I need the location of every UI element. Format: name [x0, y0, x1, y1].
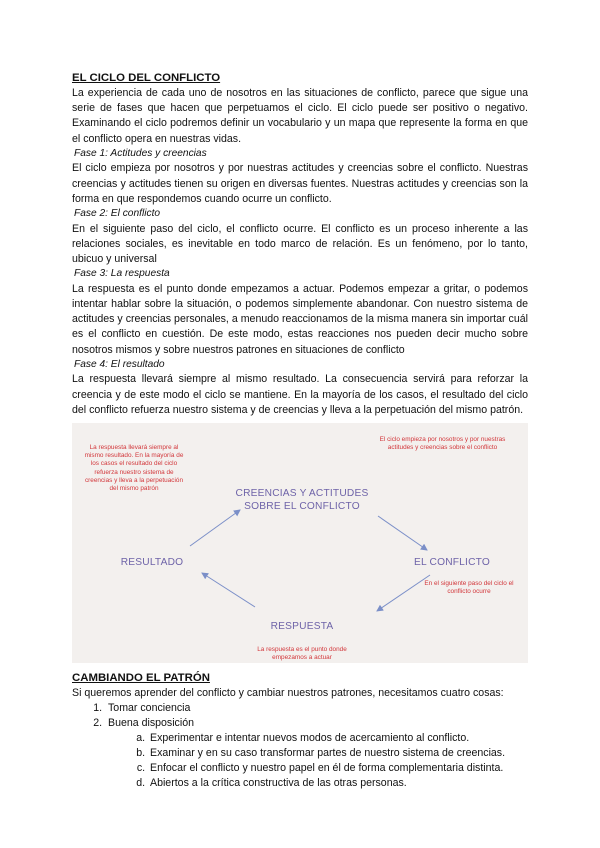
node-el-conflicto: EL CONFLICTO	[414, 557, 490, 569]
section2-intro: Si queremos aprender del conflicto y cambiar nuestros patrones, necesitamos cuatro cosas:	[72, 687, 504, 700]
note-top-left: La respuesta llevará siempre al mismo resultado. En la mayoría de los casos el resultado del ciclo refuerza nuestro sistema de creencias y lleva a la perpetuación del mismo patrón	[84, 444, 184, 493]
phase-2-text: En el siguiente paso del ciclo, el conflicto ocurre. El conflicto es un proceso inherente a las relaciones sociales, es inevitable en todo marco de relación. Es un fenómeno, por lo tanto, ubicuo y universal	[72, 222, 528, 266]
section-heading-ciclo: EL CICLO DEL CONFLICTO	[72, 72, 221, 84]
phase-4-text: La respuesta llevará siempre al mismo resultado. La consecuencia servirá para reforzar la creencia y de este modo el ciclo se mantiene. En la mayoría de los casos, el resultado del ciclo del conflicto refuerza nuestro sistema y de creencias y lleva a la perpetuación del mismo patrón.	[72, 373, 528, 416]
node-resultado: RESULTADO	[120, 557, 184, 569]
document-page	[72, 71, 528, 791]
sublist-item: d. Abiertos a la crítica constructiva de las otras personas.	[148, 776, 528, 791]
list-item-label: Buena disposición	[108, 717, 194, 730]
arrow-bottom-to-left	[202, 573, 255, 607]
arrow-right-to-bottom	[377, 575, 430, 611]
sublist-item: b. Examinar y en su caso transformar partes de nuestro sistema de creencias.	[148, 746, 528, 761]
list-item	[105, 716, 528, 791]
note-bottom: La respuesta es el punto donde empezamos a actuar	[257, 646, 347, 662]
phase-1-text: El ciclo empieza por nosotros y por nuestras actitudes y creencias sobre el conflicto. Nuestras creencias y actitudes tienen su origen en diversas fuentes. Nuestras actitudes y creencias son la forma en que respondemos cuando ocurre un conflicto.	[72, 162, 528, 205]
disposition-sublist	[108, 731, 528, 791]
phase-3-text: La respuesta es el punto donde empezamos a actuar. Podemos empezar a gritar, o podemos intentar hablar sobre la situación, o podemos simplemente abandonar. Con nuestro sistema de actitudes y creencias personales, a menudo reaccionamos de la misma manera sin importar cuál es el conflicto en cuestión. De este modo, estas reacciones nos pueden decir mucho sobre nosotros mismos y sobre nuestros patrones en situaciones de conflicto	[72, 282, 528, 356]
node-respuesta: RESPUESTA	[270, 621, 334, 633]
phase-3-title: Fase 3: La respuesta	[74, 268, 170, 280]
sublist-item: c. Enfocar el conflicto y nuestro papel en él de forma complementaria distinta.	[148, 761, 528, 776]
note-top-right: El ciclo empieza por nosotros y por nuestras actitudes y creencias sobre el conflicto	[379, 436, 506, 452]
phase-4-title: Fase 4: El resultado	[74, 358, 165, 370]
arrow-left-to-top	[190, 510, 240, 546]
arrow-top-to-right	[378, 516, 427, 550]
section-heading-cambiando: CAMBIANDO EL PATRÓN	[72, 672, 210, 685]
conflict-cycle-diagram	[72, 423, 528, 663]
intro-paragraph: La experiencia de cada uno de nosotros en las situaciones de conflicto, parece que sigue una serie de fases que hacen que perpetuamos el ciclo. El ciclo puede ser positivo o negativo. Examinando el ciclo podremos definir un vocabulario y un mapa que represente la forma en que el conflicto opera en nuestras vidas.	[72, 87, 528, 145]
list-item: 1. Tomar conciencia	[105, 701, 528, 716]
needs-list	[72, 701, 528, 791]
phase-2-title: Fase 2: El conflicto	[74, 208, 161, 220]
sublist-item: a. Experimentar e intentar nuevos modos de acercamiento al conflicto.	[148, 731, 528, 746]
phase-1-title: Fase 1: Actitudes y creencias	[74, 147, 207, 159]
node-creencias-actitudes: CREENCIAS Y ACTITUDES SOBRE EL CONFLICTO	[235, 488, 369, 513]
note-right: En el siguiente paso del ciclo el conflicto ocurre	[424, 580, 514, 596]
